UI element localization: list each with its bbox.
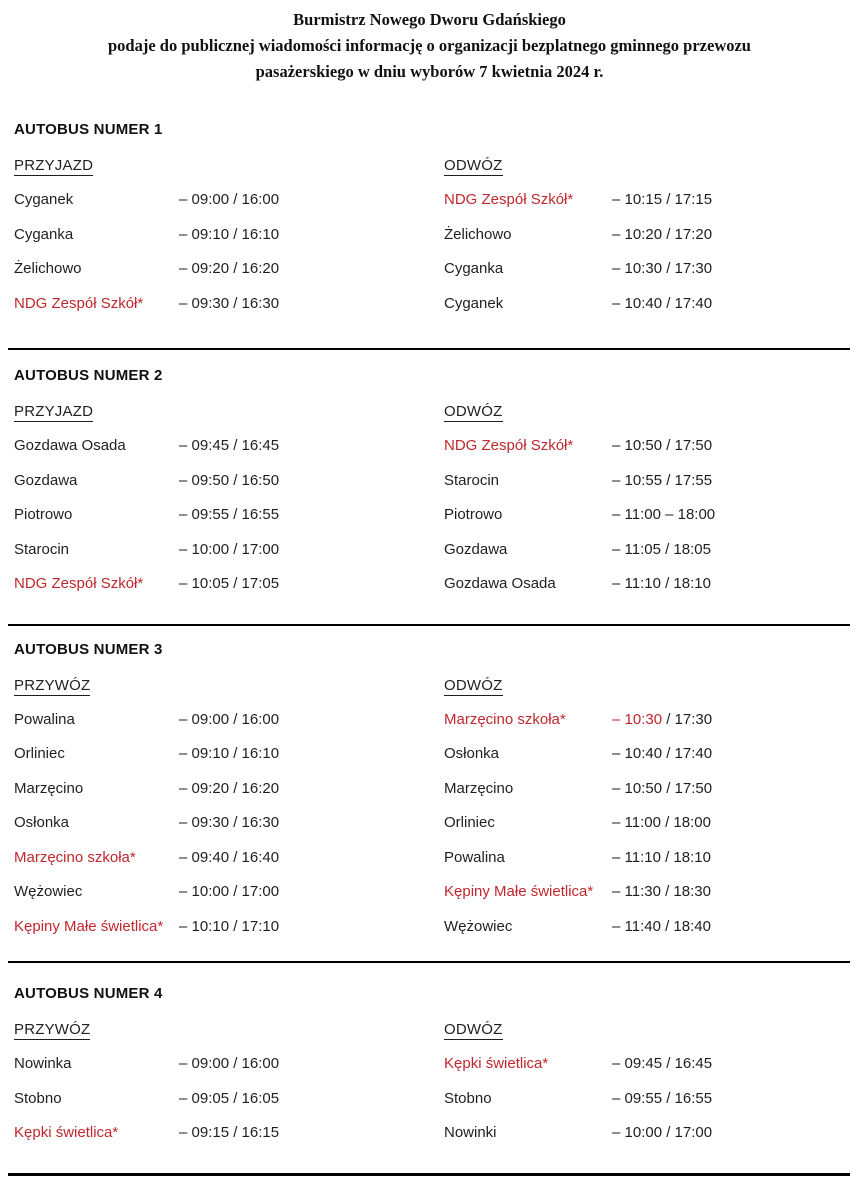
timetable-row [444,813,847,848]
timetable-row [14,917,444,952]
timetable-row [444,779,847,814]
stop-name: Gozdawa [14,471,78,489]
timetable-row [444,294,847,329]
timetable-row [444,259,847,294]
timetable-row [444,190,847,225]
stop-name: Wężowiec [444,917,513,935]
stop-name: Piotrowo [444,506,503,523]
timetable-column-right [444,1021,847,1158]
column-header-label: ODWÓZ [444,403,503,420]
timetable-row [444,1089,847,1124]
stop-times: – 09:10 / 16:10 [179,225,280,243]
bus-section-title: AUTOBUS NUMER 2 [14,367,163,384]
bus-section-title: AUTOBUS NUMER 1 [14,121,163,138]
separator-line [8,961,850,963]
timetable-columns [14,157,847,328]
column-header [14,677,444,710]
timetable-column-left [14,403,444,609]
stop-name: Orliniec [444,814,495,831]
stop-times: – 09:15 / 16:15 [179,1124,280,1141]
timetable-row [14,190,444,225]
stop-name: NDG Zespół Szkół* [14,575,144,592]
bus-section-title: AUTOBUS NUMER 4 [14,985,163,1002]
stop-name: Gozdawa [444,540,508,558]
stop-name: Marzęcino szkoła* [14,848,136,866]
stop-name: Kępki świetlica* [14,1124,119,1141]
timetable-row [14,1123,444,1158]
title-line-1: Burmistrz Nowego Dworu Gdańskiego [293,10,566,29]
timetable-row [444,574,847,609]
stop-times: – 09:30 / 16:30 [179,294,280,312]
stop-times: – 11:00 / 18:00 [612,814,711,831]
stop-name: Kępki świetlica* [444,1055,549,1072]
stop-times: – 09:00 / 16:00 [179,710,280,728]
timetable-row [444,1123,847,1158]
column-header-label: ODWÓZ [444,157,503,174]
timetable-column-left [14,1021,444,1158]
timetable-columns [14,677,847,952]
timetable-row [444,848,847,883]
column-header [14,403,444,436]
column-header-label: PRZYWÓZ [14,676,91,694]
stop-times: – 10:15 / 17:15 [612,191,713,208]
bus-section [0,641,859,952]
separator-line [8,1173,850,1176]
timetable-row [14,882,444,917]
stop-times: – 11:05 / 18:05 [612,540,711,558]
bus-section [0,985,859,1158]
timetable-row [444,882,847,917]
stop-times: – 10:00 / 17:00 [179,883,280,900]
stop-times: – 09:00 / 16:00 [179,1055,280,1072]
timetable-columns [14,403,847,609]
stop-name: Osłonka [444,745,500,762]
stop-name: Starocin [14,540,70,558]
bus-sections [0,121,859,1176]
stop-name: NDG Zespół Szkół* [444,437,574,454]
stop-name: Gozdawa Osada [14,437,126,454]
stop-times: – 09:50 / 16:50 [179,471,280,489]
title-line-3: pasażerskiego w dniu wyborów 7 kwietnia 2024 r. [255,62,604,81]
timetable-row [14,259,444,294]
stop-times: – 10:10 / 17:10 [179,917,280,935]
stop-name: NDG Zespół Szkół* [14,294,144,312]
stop-name: Marzęcino [444,779,514,797]
stop-time-rest: / 17:30 [666,710,713,728]
timetable-row [444,1054,847,1089]
stop-times: – 11:00 – 18:00 [612,506,716,523]
stop-times: – 09:00 / 16:00 [179,191,280,208]
timetable-column-left [14,157,444,328]
timetable-row [14,540,444,575]
timetable-row [444,540,847,575]
stop-times: – 10:40 / 17:40 [612,294,713,312]
column-header [444,403,847,436]
stop-times: – 11:30 / 18:30 [612,883,711,900]
separator-line [8,624,850,626]
stop-times: – 09:40 / 16:40 [179,848,280,866]
stop-times: – 09:05 / 16:05 [179,1089,280,1107]
stop-name: Cyganka [444,260,504,277]
stop-name: Nowinka [14,1055,72,1072]
stop-time-highlight: – 10:30 [612,710,667,728]
timetable-row [14,779,444,814]
stop-name: Kępiny Małe świetlica* [14,917,164,935]
stop-name: Powalina [14,710,75,728]
timetable-row [14,744,444,779]
column-header-label: ODWÓZ [444,1021,503,1038]
timetable-row [14,1054,444,1089]
stop-times: – 10:50 / 17:50 [612,779,713,797]
stop-times: – 09:45 / 16:45 [612,1055,713,1072]
title-line-2: podaje do publicznej wiadomości informację o organizacji bezplatnego gminnego przewozu [108,36,751,55]
column-header-label: ODWÓZ [444,676,503,694]
stop-name: Gozdawa Osada [444,575,556,592]
stop-name: Stobno [14,1089,62,1107]
stop-name: Piotrowo [14,506,73,523]
bus-section-title: AUTOBUS NUMER 3 [14,640,163,658]
stop-times: – 10:50 / 17:50 [612,437,713,454]
timetable-row [444,225,847,260]
column-header [14,1021,444,1054]
timetable-row [444,917,847,952]
stop-name: Żelichowo [14,260,82,277]
stop-name: Starocin [444,471,500,489]
timetable-row [14,1089,444,1124]
stop-name: Powalina [444,848,505,866]
stop-times: – 10:40 / 17:40 [612,745,713,762]
timetable-row [14,294,444,329]
stop-times: – 09:55 / 16:55 [612,1089,713,1107]
bus-section [0,367,859,609]
column-header [444,1021,847,1054]
stop-times: – 11:10 / 18:10 [612,848,711,866]
column-header [444,157,847,190]
stop-times: – 10:20 / 17:20 [612,225,713,243]
stop-name: Cyganka [14,225,74,243]
stop-name: Stobno [444,1089,492,1107]
stop-times: – 10:05 / 17:05 [179,575,280,592]
stop-times: – 10:30 / 17:30 [612,260,713,277]
stop-times: – 10:55 / 17:55 [612,471,713,489]
stop-times: – 09:20 / 16:20 [179,260,280,277]
timetable-row [444,744,847,779]
stop-name: Kępiny Małe świetlica* [444,883,594,900]
stop-times: – 11:40 / 18:40 [612,917,711,935]
stop-name: Wężowiec [14,883,83,900]
stop-name: Nowinki [444,1124,497,1141]
timetable-row [444,436,847,471]
stop-times: – 09:30 / 16:30 [179,814,280,831]
timetable-row [14,813,444,848]
stop-times: – 10:00 / 17:00 [179,540,280,558]
stop-name: Orliniec [14,745,65,762]
timetable-row [14,574,444,609]
stop-times [612,710,712,729]
stop-times: – 09:10 / 16:10 [179,745,280,762]
column-header-label: PRZYJAZD [14,403,94,420]
document-title [0,0,859,85]
stop-name: Osłonka [14,814,70,831]
bus-section [0,121,859,328]
stop-times: – 09:20 / 16:20 [179,779,280,797]
timetable-row [14,505,444,540]
column-header-label: PRZYJAZD [14,157,94,174]
stop-times: – 10:00 / 17:00 [612,1124,713,1141]
timetable-row [14,471,444,506]
timetable-column-right [444,677,847,952]
timetable-row [444,710,847,745]
stop-name: Żelichowo [444,225,512,243]
column-header-label: PRZYWÓZ [14,1021,91,1038]
column-header [444,677,847,710]
stop-name: Marzęcino szkoła* [444,710,566,728]
separator-line [8,348,850,350]
stop-times: – 09:45 / 16:45 [179,437,280,454]
timetable-row [444,471,847,506]
stop-name: Cyganek [444,294,504,312]
timetable-column-left [14,677,444,952]
timetable-column-right [444,157,847,328]
stop-name: Marzęcino [14,779,84,797]
timetable-column-right [444,403,847,609]
timetable-row [14,710,444,745]
timetable-row [14,436,444,471]
stop-name: NDG Zespół Szkół* [444,191,574,208]
column-header [14,157,444,190]
stop-name: Cyganek [14,191,74,208]
stop-times: – 09:55 / 16:55 [179,506,280,523]
timetable-columns [14,1021,847,1158]
timetable-row [14,848,444,883]
timetable-row [14,225,444,260]
stop-times: – 11:10 / 18:10 [612,575,711,592]
timetable-row [444,505,847,540]
